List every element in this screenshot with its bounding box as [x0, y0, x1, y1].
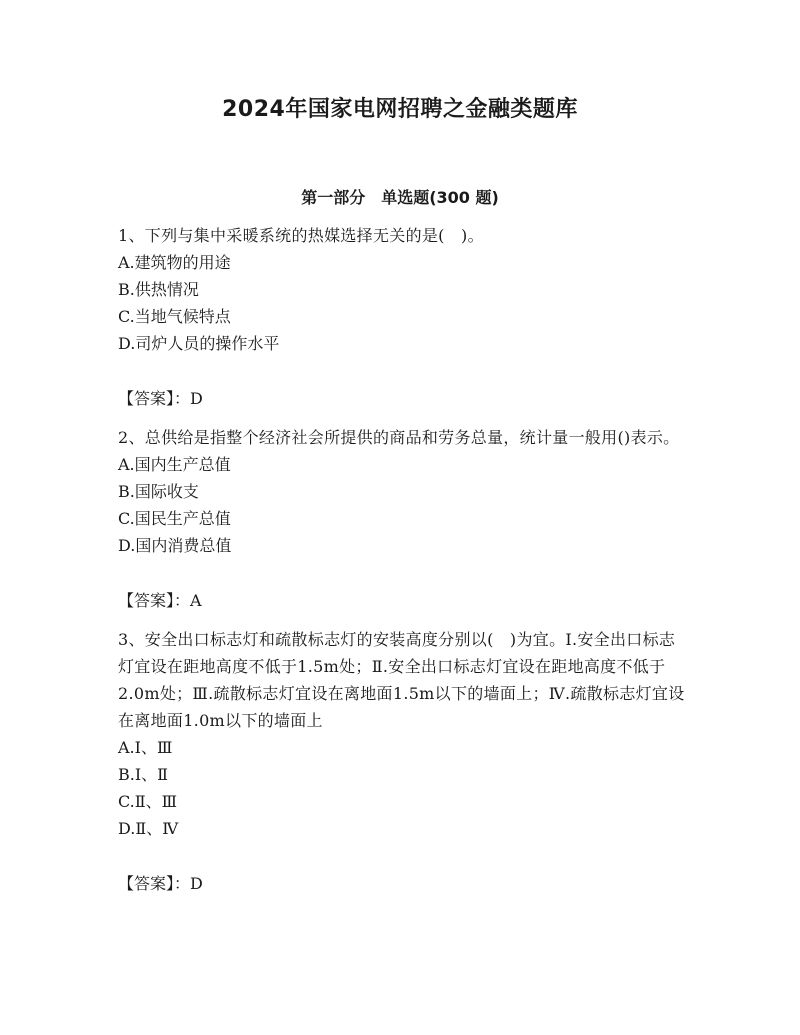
option-c: C.Ⅱ、Ⅲ	[118, 792, 178, 811]
question-text: 2、总供给是指整个经济社会所提供的商品和劳务总量，统计量一般用()表示。	[118, 428, 680, 447]
answer-label: 【答案】：	[118, 591, 191, 610]
answer-line	[118, 870, 688, 897]
document-title: 2024年国家电网招聘之金融类题库	[222, 97, 578, 122]
answer-label: 【答案】：	[118, 874, 191, 893]
option-d: D.国内消费总值	[118, 536, 232, 555]
option-a: A.国内生产总值	[118, 455, 231, 474]
question-3	[118, 626, 688, 897]
answer-line	[118, 385, 688, 412]
section-heading: 第一部分 单选题(300 题)	[301, 188, 499, 207]
option-c: C.国民生产总值	[118, 509, 231, 528]
option-b: B.国际收支	[118, 482, 199, 501]
answer-line	[118, 587, 688, 614]
option-c: C.当地气候特点	[118, 307, 231, 326]
answer-value: D	[190, 389, 203, 408]
option-a: A.建筑物的用途	[118, 253, 231, 272]
question-text: 3、安全出口标志灯和疏散标志灯的安装高度分别以( )为宜。Ⅰ.安全出口标志灯宜设在距地高度不低于1.5m处；Ⅱ.安全出口标志灯宜设在距地高度不低于2.0m处；Ⅲ.疏散标志灯宜设在离地面1.5m以下的墙面上；Ⅳ.疏散标志灯宜设在离地面1.0m以下的墙面上	[118, 630, 685, 730]
option-d: D.Ⅱ、Ⅳ	[118, 819, 179, 838]
option-d: D.司炉人员的操作水平	[118, 334, 280, 353]
question-2	[118, 424, 688, 614]
option-b: B.Ⅰ、Ⅱ	[118, 765, 169, 784]
question-list	[118, 222, 688, 909]
answer-value: D	[190, 874, 203, 893]
option-a: A.Ⅰ、Ⅲ	[118, 738, 173, 757]
answer-label: 【答案】：	[118, 389, 191, 408]
answer-value: A	[190, 591, 202, 610]
question-text: 1、下列与集中采暖系统的热媒选择无关的是( )。	[118, 226, 484, 245]
option-b: B.供热情况	[118, 280, 199, 299]
question-1	[118, 222, 688, 412]
